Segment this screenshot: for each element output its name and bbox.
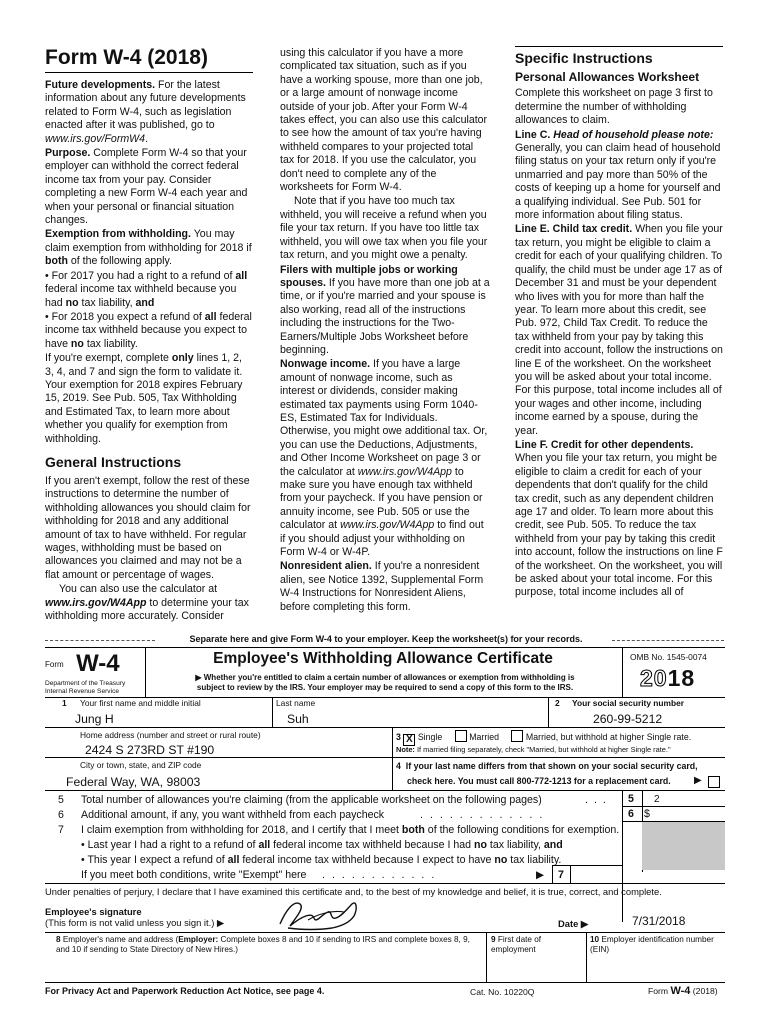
married-higher-checkbox[interactable]	[511, 730, 523, 742]
signature-subtext: (This form is not valid unless you sign it.) ▶	[45, 917, 225, 928]
first-name-label: Your first name and middle initial	[80, 698, 201, 708]
first-name-field[interactable]: Jung H	[75, 712, 114, 726]
line-7-arrow: ▶	[536, 869, 545, 881]
line-7-box-number: 7	[558, 869, 564, 881]
row1-divider-a	[272, 697, 273, 727]
exempt-field[interactable]	[571, 866, 622, 883]
specific-instructions-heading: Specific Instructions	[515, 46, 723, 67]
form-word: Form	[45, 660, 64, 669]
form-code: W-4	[76, 650, 120, 677]
w4app-link-2[interactable]: www.irs.gov/W4App	[357, 465, 452, 478]
future-developments-paragraph: Future developments. For the latest information about any future developments related to Form W-4, such as legislation enacted after it was published, go to www.irs.gov/FormW4.	[45, 79, 246, 145]
certificate-subtitle-2: subject to review by the IRS. Your employer may be required to send a copy of this form to the IRS.	[196, 683, 574, 692]
certificate-title: Employee's Withholding Allowance Certificate	[213, 650, 553, 667]
column-3	[515, 46, 723, 601]
allowances-field[interactable]: 2	[654, 794, 660, 805]
form-code-block	[45, 650, 145, 678]
line-4-text-1: 4 If your last name differs from that shown on your social security card,	[396, 761, 698, 771]
city-label: City or town, state, and ZIP code	[80, 760, 202, 770]
employer-bottom-rule	[45, 982, 725, 983]
single-label: Single	[417, 732, 443, 742]
header-divider-right	[622, 648, 623, 697]
purpose-paragraph: Purpose. Complete Form W-4 so that your employer can withhold the correct federal income tax from your pay. Consider completing a new Form W-4 each year and when your personal or financial situation changes.	[45, 147, 248, 227]
worksheet-intro-paragraph: Complete this worksheet on page 3 first to determine the number of withholding allowances to claim.	[515, 87, 713, 127]
row1-bottom-rule	[45, 727, 725, 728]
header-divider-left	[145, 648, 146, 697]
line-7-number: 7	[58, 824, 64, 836]
personal-allowances-heading: Personal Allowances Worksheet	[515, 70, 700, 84]
line-4-text-2: check here. You must call 800-772-1213 for a replacement card.	[407, 776, 671, 786]
city-field[interactable]: Federal Way, WA, 98003	[66, 775, 201, 789]
address-divider	[392, 727, 393, 757]
date-label: Date ▶	[558, 918, 589, 929]
line-7-exempt-text: If you meet both conditions, write "Exempt" here	[81, 869, 307, 881]
signature-heading: Employee's signature	[45, 906, 142, 917]
line5-box-left	[622, 790, 623, 922]
line7-box-top	[552, 865, 622, 866]
line-5-box-number: 5	[628, 793, 634, 805]
department-label: Department of the Treasury	[45, 680, 126, 687]
line-4-arrow: ▶	[694, 775, 702, 786]
privacy-notice: For Privacy Act and Paperwork Reduction Act Notice, see page 4.	[45, 986, 325, 996]
line-5-leader: ...	[585, 794, 612, 806]
line-3-number: 3	[396, 732, 401, 742]
form-title: Form W-4 (2018)	[45, 46, 253, 73]
footer-form-id: Form W-4 (2018)	[648, 985, 718, 997]
line-6-number: 6	[58, 809, 64, 821]
column-1	[45, 46, 253, 624]
line-8-text: 8 Employer's name and address (Employer: Complete boxes 8 and 10 if sending to IRS and complete boxes 8, 9, and 10 if sending to State Directory of New Hires.)	[56, 935, 470, 954]
catalog-number: Cat. No. 10220Q	[470, 987, 535, 997]
single-checkbox[interactable]: X	[403, 734, 415, 746]
formw4-link[interactable]: www.irs.gov/FormW4	[45, 132, 146, 145]
calculator-continued-paragraph: using this calculator if you have a more complicated tax situation, such as if you have a working spouse, more than one job, or a large amount of nonwage income outside of your job. After your Form W-4 takes effect, you can also use this calculator to see how the amount of tax you're having withheld compares to your projected total tax for 2018. If you use the calculator, you don't need to complete any of the worksheets for Form W-4.	[280, 47, 488, 194]
home-address-label: Home address (number and street or rural route)	[80, 730, 261, 740]
line-e-paragraph: Line E. Child tax credit. When you file your tax return, you might be eligible to claim a credit for each of your qualifying children. To qualify, the child must be under age 17 as of December 31 and must be your dependent who lives with you for more than half the year. To learn more about this credit, see Pub. 972, Child Tax Credit. To reduce the tax withheld from your pay by taking this credit into account, follow the instructions on line E of the worksheet. On the worksheet you will be asked about your total income. For this purpose, total income includes all of your wages and other income, including income earned by a spouse, during the year.	[515, 223, 723, 437]
line-7-bullet-2: • This year I expect a refund of all federal income tax withheld because I expect to have no tax liability.	[81, 854, 562, 866]
city-bottom-rule	[45, 790, 725, 791]
filing-status-note: Note: If married filing separately, check "Married, but withhold at higher Single rate."	[396, 745, 671, 754]
if-exempt-paragraph: If you're exempt, complete only lines 1, 2, 3, 4, and 7 and sign the form to validate it. Your exemption for 2018 expires February 15, 2019. See Pub. 505, Tax Withholding and Estimated Tax, to learn more about whether you qualify for exemption from withholding.	[45, 352, 243, 445]
address-bottom-rule	[45, 757, 725, 758]
date-field[interactable]: 7/31/2018	[632, 914, 686, 928]
employer-divider-a	[486, 932, 487, 982]
perjury-statement: Under penalties of perjury, I declare that I have examined this certificate and, to the best of my knowledge and belief, it is true, correct, and complete.	[45, 886, 662, 897]
line-5-text: Total number of allowances you're claiming (from the applicable worksheet on the following pages)	[81, 794, 542, 806]
separator-instruction: Separate here and give Form W-4 to your employer. Keep the worksheet(s) for your records.	[189, 634, 583, 644]
name-differs-checkbox[interactable]	[708, 776, 720, 788]
exemption-bullet-2: • For 2018 you expect a refund of all federal income tax withheld because you expect to have no tax liability.	[45, 310, 252, 350]
general-instructions-paragraph: If you aren't exempt, follow the rest of these instructions to determine the number of withholding allowances you should claim for withholding for 2018 and any additional amount of tax to have withheld. For regular wages, withholding must be based on allowances you claimed and may not be a flat amount or percentage of wages.	[45, 474, 251, 581]
line-f-paragraph: Line F. Credit for other dependents. When you file your tax return, you might be eligible to claim a credit for each of your dependents that don't qualify for the child tax credit, such as any dependent children age 17 and older. To learn more about this credit, see Pub. 505. To reduce the tax withheld from your pay by taking this credit into account, follow the instructions on line F of the worksheet. On the worksheet, you will be asked about your total income. For this purpose, total income includes all of	[515, 438, 723, 599]
nonwage-income-paragraph: Nonwage income. If you have a large amount of nonwage income, such as interest or dividends, consider making estimated tax payments using Form 1040-ES, Estimated Tax for Individuals. Otherwise, you might owe additional tax. Or, you can use the Deductions, Adjustments, and Other Income Worksheet on page 3 or the calculator at www.irs.gov/W4App to make sure you have enough tax withheld from your paycheck. If you have pension or annuity income, see Pub. 505 or use the calculator at www.irs.gov/W4App to find out if you should adjust your withholding on Form W-4 or W-4P.	[280, 358, 488, 559]
last-name-label: Last name	[276, 698, 316, 708]
employee-signature[interactable]	[272, 890, 372, 936]
cert-top-rule	[45, 647, 725, 648]
line-2-number: 2	[555, 698, 560, 708]
home-address-field[interactable]: 2424 S 273RD ST #190	[85, 743, 215, 757]
general-instructions-heading: General Instructions	[45, 453, 182, 470]
employer-divider-b	[586, 932, 587, 982]
certificate-subtitle-1: ▶ Whether you're entitled to claim a certain number of allowances or exemption from withholding is	[195, 673, 575, 682]
line-9-text: 9 First date of employment	[491, 935, 542, 954]
married-higher-label: Married, but withhold at higher Single rate.	[525, 732, 692, 742]
line-6-leader: .............	[420, 809, 550, 821]
row1-divider-b	[548, 697, 549, 727]
additional-amount-field[interactable]: $	[644, 808, 650, 820]
line-6-box-number: 6	[628, 808, 634, 820]
married-label: Married	[469, 732, 500, 742]
line-c-paragraph: Line C. Head of household please note: Generally, you can claim head of household filing status on your tax return only if you're unmarried and pay more than 50% of the costs of keeping up a home for yourself and a qualifying individual. See Pub. 501 for more information about filing status.	[515, 128, 721, 222]
w4app-link[interactable]: www.irs.gov/W4App	[45, 596, 147, 609]
tax-year: 2018	[640, 665, 696, 691]
signature-bottom-rule	[45, 932, 725, 933]
line5-box-bottom	[622, 806, 725, 807]
w4app-link-3[interactable]: www.irs.gov/W4App	[340, 519, 435, 532]
line-10-text: 10 Employer identification number (EIN)	[590, 935, 714, 954]
last-name-field[interactable]: Suh	[287, 712, 309, 726]
lines-bottom-rule	[45, 883, 725, 884]
filing-status-row	[396, 730, 691, 746]
column-2	[280, 47, 490, 615]
exemption-paragraph: Exemption from withholding. You may claim exemption from withholding for 2018 if both of the following apply.	[45, 228, 252, 268]
shaded-area	[642, 822, 725, 870]
line-5-number: 5	[58, 794, 64, 806]
ssn-label: Your social security number	[572, 698, 685, 708]
line-7-bullet-1: • Last year I had a right to a refund of all federal income tax withheld because I had no tax liability, and	[81, 839, 563, 851]
omb-number: OMB No. 1545-0074	[630, 652, 707, 662]
refund-note-paragraph: Note that if you have too much tax withheld, you will receive a refund when you file your tax return. If you have too little tax withheld, you will owe tax when you file your tax return, and you might owe a penalty.	[280, 195, 488, 262]
line7-box-left	[552, 865, 553, 883]
nonresident-paragraph: Nonresident alien. If you're a nonresident alien, see Notice 1392, Supplemental Form W-4 Instructions for Nonresident Aliens, before completing this form.	[280, 560, 484, 613]
irs-label: Internal Revenue Service	[45, 688, 120, 695]
multiple-jobs-paragraph: Filers with multiple jobs or working spouses. If you have more than one job at a time, or if you're married and your spouse is also working, read all of the instructions including the instructions for the Two-Earners/Multiple Jobs Worksheet before beginning.	[280, 263, 490, 356]
exemption-bullet-1: • For 2017 you had a right to a refund of all federal income tax withheld because you had no tax liability, and	[45, 269, 248, 309]
line-7-leader: ............	[322, 869, 442, 881]
line-7-text: I claim exemption from withholding for 2018, and I certify that I meet both of the following conditions for exemption.	[81, 824, 620, 836]
city-divider	[392, 757, 393, 790]
calculator-paragraph: You can also use the calculator at www.irs.gov/W4App to determine your tax withholding more accurately. Consider	[45, 583, 249, 623]
ssn-field[interactable]: 260-99-5212	[593, 712, 663, 726]
line-6-text: Additional amount, if any, you want withheld from each paycheck	[81, 809, 385, 821]
line-1-number: 1	[62, 698, 67, 708]
married-checkbox[interactable]	[455, 730, 467, 742]
